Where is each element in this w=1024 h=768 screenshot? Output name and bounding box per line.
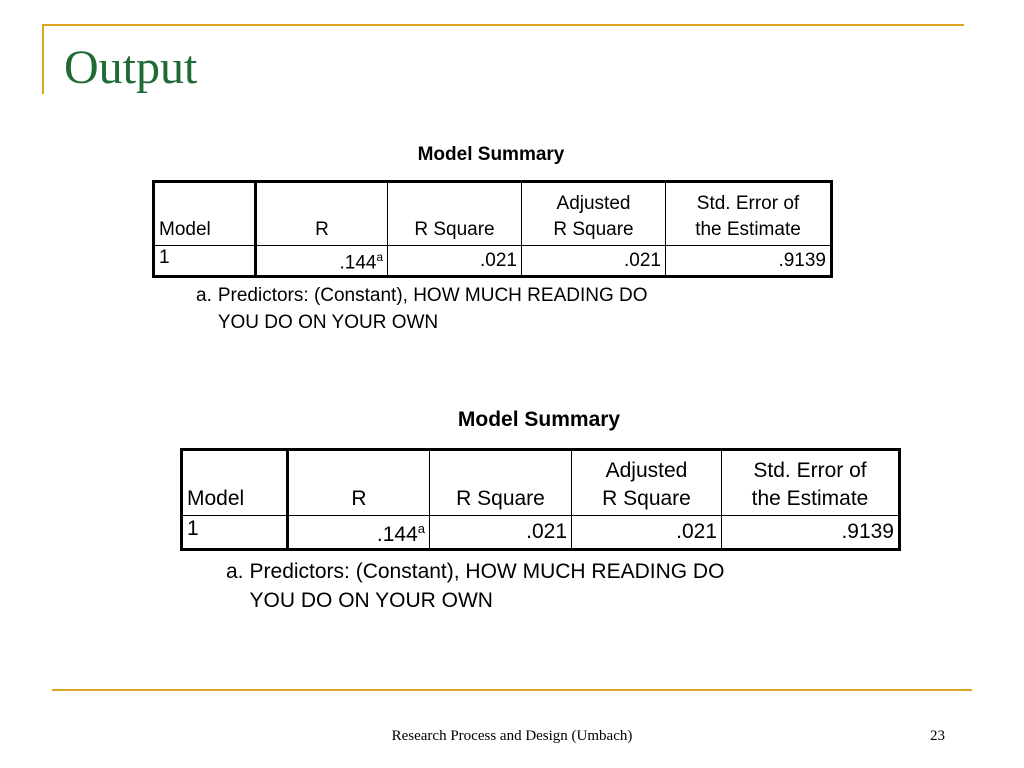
model-summary-table [152,180,833,278]
slide-footer: Research Process and Design (Umbach) [391,728,633,744]
header-model: Model [154,182,256,246]
footnote-text [250,557,725,615]
cell-r-square: .021 [430,516,572,550]
footnote-line1: Predictors: (Constant), HOW MUCH READING DO [249,560,725,583]
model-summary-1 [152,144,833,336]
cell-std-error: .9139 [666,246,832,277]
header-std-error [722,450,900,516]
footnote-mark: a. [196,285,212,307]
cell-std-error: .9139 [722,516,900,550]
cell-r-value: .144 [376,523,418,546]
footnote-ref: a [376,251,383,264]
frame-top-rule [42,24,964,26]
header-adjusted-line2: R Square [602,487,691,510]
header-r-square: R Square [388,182,522,246]
header-std-error-line2: the Estimate [751,487,869,510]
frame-left-rule [42,24,44,94]
header-adjusted-line1: Adjusted [605,459,688,482]
cell-r-value: .144 [339,252,377,274]
header-row [154,182,832,246]
cell-adjusted-r-square: .021 [522,246,666,277]
frame-bottom-rule [52,689,972,691]
table-caption: Model Summary [417,144,565,165]
slide-title: Output [64,41,198,94]
header-row [182,450,900,516]
cell-r-square: .021 [388,246,522,277]
cell-model: 1 [154,246,256,277]
page-number: 23 [930,728,945,744]
header-std-error-line2: the Estimate [695,219,801,240]
header-std-error-line1: Std. Error of [753,459,867,482]
header-adjusted-r-square [572,450,722,516]
footnote-ref: a [417,521,425,536]
footnote-mark: a. [226,560,244,583]
header-adjusted-line1: Adjusted [556,193,631,214]
cell-r [256,246,388,277]
footnote-text [218,282,648,336]
header-std-error [666,182,832,246]
table-footnote [226,557,901,615]
header-adjusted-r-square [522,182,666,246]
header-r-square: R Square [430,450,572,516]
table-row [154,246,832,277]
model-summary-table [180,448,901,551]
footnote-line2: YOU DO ON YOUR OWN [217,312,439,334]
table-row [182,516,900,550]
footnote-line2: YOU DO ON YOUR OWN [249,589,493,612]
header-adjusted-line2: R Square [553,219,634,240]
header-std-error-line1: Std. Error of [696,193,800,214]
cell-adjusted-r-square: .021 [572,516,722,550]
cell-r [288,516,430,550]
table-caption: Model Summary [457,408,621,431]
table-footnote [196,282,833,336]
cell-model: 1 [182,516,288,550]
model-summary-2 [180,408,901,615]
header-r: R [288,450,430,516]
footnote-line1: Predictors: (Constant), HOW MUCH READING DO [217,285,648,307]
header-model: Model [182,450,288,516]
header-r: R [256,182,388,246]
